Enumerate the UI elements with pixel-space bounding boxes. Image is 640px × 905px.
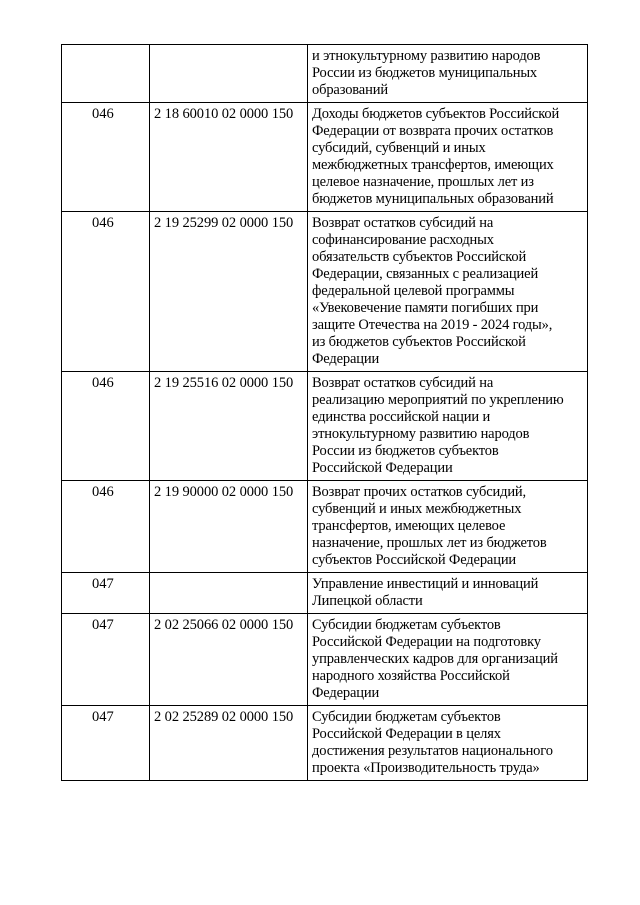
income-name-line: обязательств субъектов Российской <box>312 249 527 265</box>
income-name-cell <box>308 212 588 372</box>
income-name-cell <box>308 103 588 212</box>
table-row <box>62 614 588 706</box>
admin-code-cell: 047 <box>62 614 150 706</box>
income-name-cell <box>308 372 588 481</box>
income-name-line: субъектов Российской Федерации <box>312 552 517 568</box>
income-name-cell <box>308 45 588 103</box>
income-name-line: единства российской нации и <box>312 409 491 425</box>
income-name-cell <box>308 706 588 781</box>
income-name-line: России из бюджетов муниципальных <box>312 65 538 81</box>
income-name-line: субвенций и иных межбюджетных <box>312 501 522 517</box>
admin-code-cell: 047 <box>62 573 150 614</box>
admin-code-cell: 046 <box>62 372 150 481</box>
income-name-line: достижения результатов национального <box>312 743 553 759</box>
admin-code-cell <box>62 45 150 103</box>
income-name-line: Возврат остатков субсидий на <box>312 375 494 391</box>
document-page <box>61 44 587 781</box>
income-name-line: Федерации <box>312 351 380 367</box>
table-body <box>62 45 588 781</box>
income-name-line: образований <box>312 82 388 98</box>
income-name-line: и этнокультурному развитию народов <box>312 48 541 64</box>
income-name-line: софинансирование расходных <box>312 232 494 248</box>
admin-code-cell: 046 <box>62 212 150 372</box>
income-name-line: Доходы бюджетов субъектов Российской <box>312 106 560 122</box>
table-row <box>62 706 588 781</box>
income-name-line: Субсидии бюджетам субъектов <box>312 617 501 633</box>
income-name-line: Российской Федерации <box>312 460 453 476</box>
table-row <box>62 103 588 212</box>
income-name-line: Российской Федерации на подготовку <box>312 634 541 650</box>
budget-code-cell: 2 19 25299 02 0000 150 <box>150 212 308 372</box>
income-name-line: Российской Федерации в целях <box>312 726 501 742</box>
budget-classification-table <box>61 44 588 781</box>
budget-code-cell: 2 02 25066 02 0000 150 <box>150 614 308 706</box>
table-row <box>62 481 588 573</box>
income-name-line: из бюджетов субъектов Российской <box>312 334 526 350</box>
income-name-line: управленческих кадров для организаций <box>312 651 558 667</box>
income-name-line: этнокультурному развитию народов <box>312 426 530 442</box>
budget-code-cell: 2 19 25516 02 0000 150 <box>150 372 308 481</box>
table-row <box>62 573 588 614</box>
budget-code-cell: 2 18 60010 02 0000 150 <box>150 103 308 212</box>
budget-code-cell <box>150 45 308 103</box>
table-row <box>62 372 588 481</box>
income-name-line: Федерации, связанных с реализацией <box>312 266 539 282</box>
admin-code-cell: 046 <box>62 481 150 573</box>
income-name-line: трансфертов, имеющих целевое <box>312 518 506 534</box>
income-name-line: целевое назначение, прошлых лет из <box>312 174 534 190</box>
income-name-line: «Увековечение памяти погибших при <box>312 300 539 316</box>
income-name-cell <box>308 481 588 573</box>
income-name-line: межбюджетных трансфертов, имеющих <box>312 157 554 173</box>
budget-code-cell <box>150 573 308 614</box>
income-name-line: народного хозяйства Российской <box>312 668 510 684</box>
table-row <box>62 212 588 372</box>
income-name-line: проекта «Производительность труда» <box>312 760 540 776</box>
income-name-line: Липецкой области <box>312 593 423 609</box>
income-name-line: Федерации от возврата прочих остатков <box>312 123 554 139</box>
income-name-line: федеральной целевой программы <box>312 283 515 299</box>
table-row <box>62 45 588 103</box>
income-name-line: Управление инвестиций и инноваций <box>312 576 539 592</box>
income-name-line: Возврат остатков субсидий на <box>312 215 494 231</box>
admin-code-cell: 046 <box>62 103 150 212</box>
income-name-line: России из бюджетов субъектов <box>312 443 499 459</box>
budget-code-cell: 2 02 25289 02 0000 150 <box>150 706 308 781</box>
income-name-line: Возврат прочих остатков субсидий, <box>312 484 527 500</box>
income-name-line: Субсидии бюджетам субъектов <box>312 709 501 725</box>
budget-code-cell: 2 19 90000 02 0000 150 <box>150 481 308 573</box>
income-name-line: субсидий, субвенций и иных <box>312 140 486 156</box>
admin-code-cell: 047 <box>62 706 150 781</box>
income-name-line: назначение, прошлых лет из бюджетов <box>312 535 547 551</box>
income-name-cell <box>308 614 588 706</box>
income-name-line: реализацию мероприятий по укреплению <box>312 392 564 408</box>
income-name-line: защите Отечества на 2019 - 2024 годы», <box>312 317 553 333</box>
income-name-cell <box>308 573 588 614</box>
income-name-line: бюджетов муниципальных образований <box>312 191 554 207</box>
income-name-line: Федерации <box>312 685 380 701</box>
